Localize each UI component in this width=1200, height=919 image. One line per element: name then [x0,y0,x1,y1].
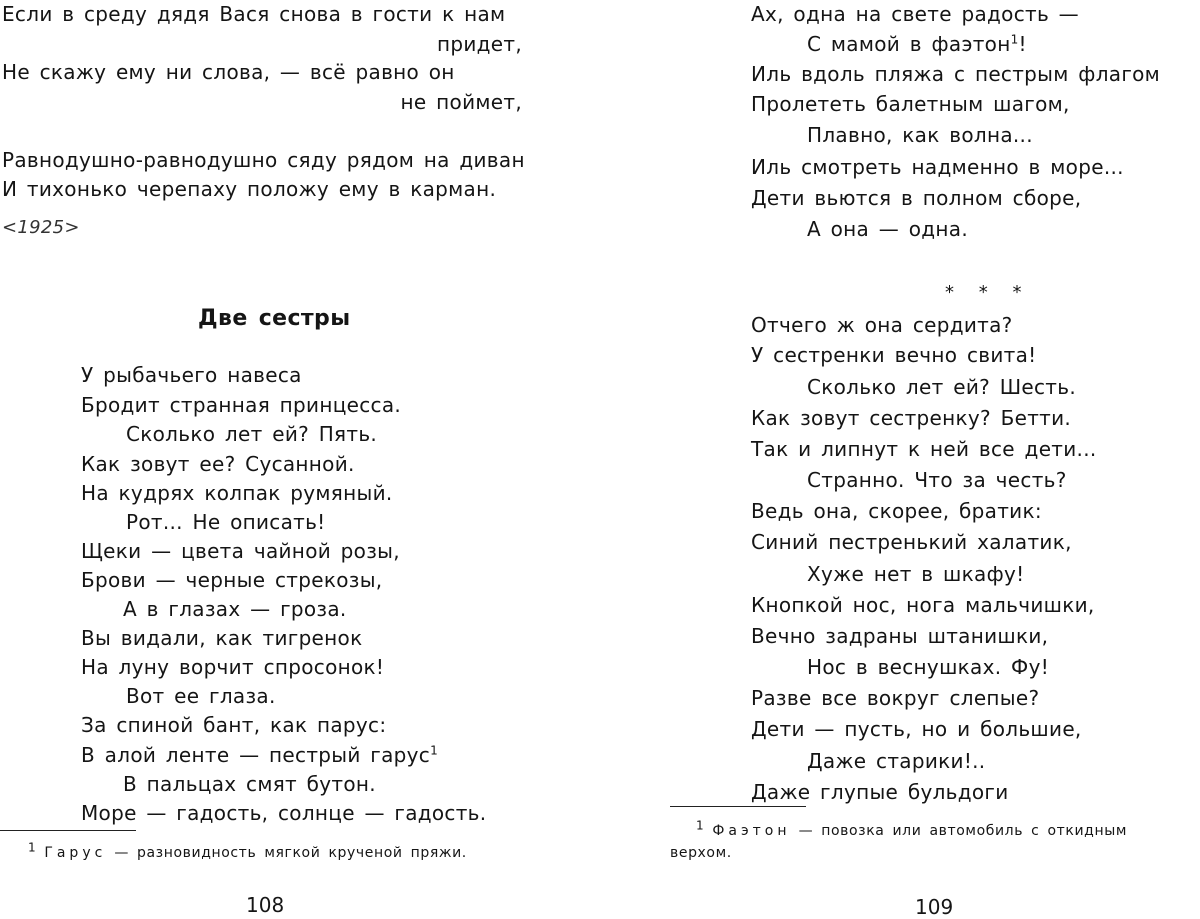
poem-line: А она — одна. [807,217,968,241]
poem-line: Вот ее глаза. [126,684,276,708]
poem-line: Рот... Не описать! [126,510,326,534]
poem-line: У сестренки вечно свита! [751,343,1037,367]
poem-line: Сколько лет ей? Пять. [126,422,378,446]
poem-line: Дети вьются в полном сборе, [751,186,1082,210]
poem-line: С мамой в фаэтон$^1$! [807,32,1027,56]
poem-line: Даже глупые бульдоги [751,780,1009,804]
text-line: Не скажу ему ни слова, — всё равно он [2,60,455,84]
poem-line: На кудрях колпак румяный. [81,481,393,505]
poem-line: Как зовут сестренку? Бетти. [751,406,1072,430]
poem-line: Щеки — цвета чайной розы, [81,539,400,563]
poem-line: Плавно, как волна... [807,123,1033,147]
text-line: И тихонько черепаху положу ему в карман. [2,177,497,201]
poem-line: Ведь она, скорее, братик: [751,499,1042,523]
page-number: 109 [915,895,954,919]
poem-line: На луну ворчит спросонок! [81,655,385,679]
poem-line: Разве все вокруг слепые? [751,686,1040,710]
poem-line: Иль смотреть надменно в море... [751,155,1124,179]
footnote: $^1$ Гарус — разновидность мягкой крученой пряжи. [28,840,467,861]
footnote-ref: 1 [1010,32,1019,47]
poem-line: Ах, одна на свете радость — [751,2,1079,26]
poem-line: Синий пестренький халатик, [751,530,1072,554]
footnote-rule [670,806,806,807]
footnote: $^1$ Фаэтон — повозка или автомобиль с откидным [696,818,1128,839]
poem-line: Нос в веснушках. Фу! [807,655,1050,679]
poem-line: Вечно задраны штанишки, [751,624,1049,648]
poem-line: Вы видали, как тигренок [81,626,363,650]
poem-line: Кнопкой нос, нога мальчишки, [751,593,1095,617]
poem-line: Брови — черные стрекозы, [81,568,383,592]
footnote-continuation: верхом. [670,845,732,861]
poem-line: Хуже нет в шкафу! [807,562,1025,586]
text-line: Если в среду дядя Вася снова в гости к нам [2,2,506,26]
poem-line: Как зовут ее? Сусанной. [81,452,355,476]
poem-line: Дети — пусть, но и большие, [751,717,1082,741]
stanza-separator: * * * [945,282,1030,303]
footnote-ref: 1 [430,743,439,758]
footnote-term: Фаэтон [712,823,791,839]
poem-line: Сколько лет ей? Шесть. [807,375,1076,399]
poem-line: Так и липнут к ней все дети... [751,437,1097,461]
footnote-text: — разновидность мягкой крученой пряжи. [106,845,467,861]
text-line: не поймет, [400,90,522,114]
poem-line: Море — гадость, солнце — гадость. [81,801,487,825]
poem-line: Отчего ж она сердита? [751,313,1013,337]
poem-title: Две сестры [198,306,351,331]
footnote-rule [0,830,136,831]
poem-year: <1925> [2,217,80,238]
poem-line: Бродит странная принцесса. [81,393,402,417]
text-line: придет, [436,32,522,56]
left-page [0,0,600,917]
poem-line: У рыбачьего навеса [81,363,302,387]
poem-line: Странно. Что за честь? [807,468,1067,492]
poem-line: За спиной бант, как парус: [81,713,387,737]
poem-line: Иль вдоль пляжа с пестрым флагом [751,62,1161,86]
poem-line: Даже старики!.. [807,749,986,773]
poem-line: В пальцах смят бутон. [123,772,376,796]
footnote-term: Гарус [44,845,107,861]
page-number: 108 [246,893,285,917]
poem-line: Пролететь балетным шагом, [751,92,1070,116]
poem-line: В алой ленте — пестрый гарус$^1$ [81,743,439,767]
right-page [600,0,1200,917]
footnote-text: — повозка или автомобиль с откидным [790,823,1128,839]
text-line: Равнодушно-равнодушно сяду рядом на диван [2,148,525,172]
poem-line: А в глазах — гроза. [123,597,347,621]
